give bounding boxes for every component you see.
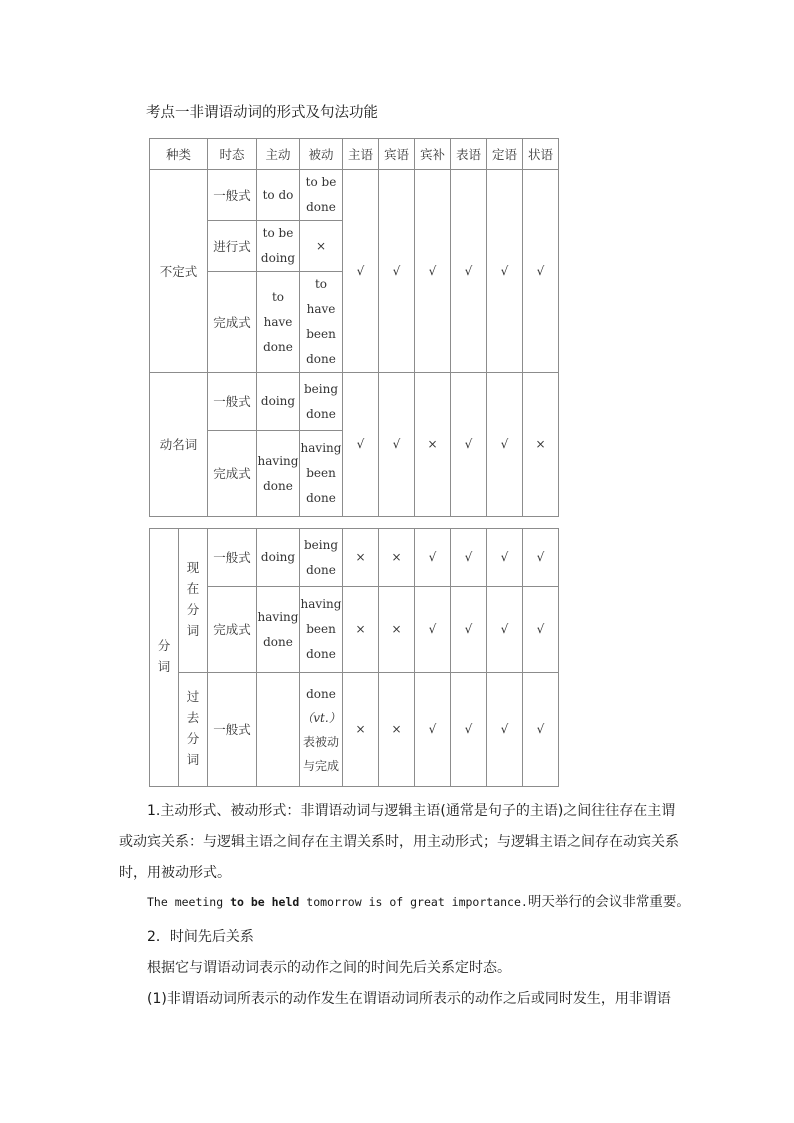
header-cell: 宾补: [415, 139, 451, 170]
function-predicative: √: [451, 673, 487, 787]
table-row: [150, 673, 559, 787]
passive-form-line: （vt.）: [301, 710, 341, 725]
function-adverbial: ×: [523, 373, 559, 517]
active-form-cell: doing: [257, 373, 300, 431]
function-adverbial: √: [523, 529, 559, 587]
participle-table: [149, 528, 559, 787]
header-cell: 时态: [208, 139, 257, 170]
active-form-cell: doing: [257, 529, 300, 587]
passive-form-cell: [300, 673, 343, 787]
example-text: The meeting: [147, 895, 231, 909]
passive-form-cell: having been done: [300, 587, 343, 673]
header-cell: 种类: [150, 139, 208, 170]
example-sentence: [147, 890, 690, 914]
function-object-complement: ×: [415, 373, 451, 517]
active-form-cell: having done: [257, 431, 300, 517]
header-cell: 定语: [487, 139, 523, 170]
paragraph-rule-1: (1)非谓语动词所表示的动作发生在谓语动词所表示的动作之后或同时发生，用非谓语: [147, 991, 671, 1007]
function-subject: √: [343, 170, 379, 373]
example-text: tomorrow is of great importance.: [299, 895, 528, 909]
passive-form-cell: to have been done: [300, 272, 343, 373]
function-object: ×: [379, 587, 415, 673]
header-cell: 状语: [523, 139, 559, 170]
tense-cell: 完成式: [208, 587, 257, 673]
paragraph-time-relation: 根据它与谓语动词表示的动作之间的时间先后关系定时态。: [147, 960, 511, 976]
function-subject: ×: [343, 673, 379, 787]
subheading-time-relation: 2．时间先后关系: [147, 929, 254, 945]
tense-cell: 完成式: [208, 431, 257, 517]
table-row: [150, 529, 559, 587]
function-attributive: √: [487, 170, 523, 373]
nonfinite-forms-table: [149, 138, 559, 517]
function-adverbial: √: [523, 673, 559, 787]
function-predicative: √: [451, 373, 487, 517]
function-adverbial: √: [523, 587, 559, 673]
function-subject: √: [343, 373, 379, 517]
passive-form-line: done: [306, 686, 336, 701]
header-cell: 主动: [257, 139, 300, 170]
header-cell: 表语: [451, 139, 487, 170]
tense-cell: 进行式: [208, 221, 257, 272]
tense-cell: 一般式: [208, 529, 257, 587]
passive-form-cell: being done: [300, 529, 343, 587]
function-attributive: √: [487, 673, 523, 787]
header-cell: 被动: [300, 139, 343, 170]
active-form-cell: having done: [257, 587, 300, 673]
function-object-complement: √: [415, 170, 451, 373]
paragraph-active-passive: 1.主动形式、被动形式：非谓语动词与逻辑主语(通常是句子的主语)之间往往存在主谓或动宾关系：与逻辑主语之间存在主谓关系时，用主动形式；与逻辑主语之间存在动宾关系时，用被动形式。: [119, 803, 679, 881]
tense-cell: 一般式: [208, 170, 257, 221]
table-row: [150, 373, 559, 431]
active-form-cell: [257, 673, 300, 787]
table-row: [150, 170, 559, 221]
table-row: [150, 587, 559, 673]
function-predicative: √: [451, 529, 487, 587]
category-participle: 分词: [150, 529, 179, 787]
function-object-complement: √: [415, 587, 451, 673]
function-object-complement: √: [415, 529, 451, 587]
category-gerund: 动名词: [150, 373, 208, 517]
function-object: √: [379, 373, 415, 517]
function-subject: ×: [343, 587, 379, 673]
active-form-cell: to have done: [257, 272, 300, 373]
active-form-cell: to be doing: [257, 221, 300, 272]
passive-form-cell: having been done: [300, 431, 343, 517]
example-highlight: to be held: [230, 895, 300, 909]
category-infinitive: 不定式: [150, 170, 208, 373]
function-object: √: [379, 170, 415, 373]
subcategory-past-participle: 过去分词: [179, 673, 208, 787]
example-translation: 明天举行的会议非常重要。: [527, 894, 690, 910]
tense-cell: 一般式: [208, 373, 257, 431]
function-subject: ×: [343, 529, 379, 587]
function-predicative: √: [451, 170, 487, 373]
passive-form-cell: ×: [300, 221, 343, 272]
function-attributive: √: [487, 373, 523, 517]
function-attributive: √: [487, 587, 523, 673]
passive-form-line: 表被动: [302, 734, 339, 749]
tense-cell: 一般式: [208, 673, 257, 787]
passive-form-cell: to be done: [300, 170, 343, 221]
function-attributive: √: [487, 529, 523, 587]
active-form-cell: to do: [257, 170, 300, 221]
function-object-complement: √: [415, 673, 451, 787]
passive-form-line: 与完成: [302, 758, 339, 773]
subcategory-present-participle: 现在分词: [179, 529, 208, 673]
passive-form-cell: being done: [300, 373, 343, 431]
function-object: ×: [379, 529, 415, 587]
function-adverbial: √: [523, 170, 559, 373]
header-cell: 主语: [343, 139, 379, 170]
section-heading: 考点一非谓语动词的形式及句法功能: [146, 105, 378, 121]
header-cell: 宾语: [379, 139, 415, 170]
function-object: ×: [379, 673, 415, 787]
function-predicative: √: [451, 587, 487, 673]
header-row: [150, 139, 559, 170]
tense-cell: 完成式: [208, 272, 257, 373]
